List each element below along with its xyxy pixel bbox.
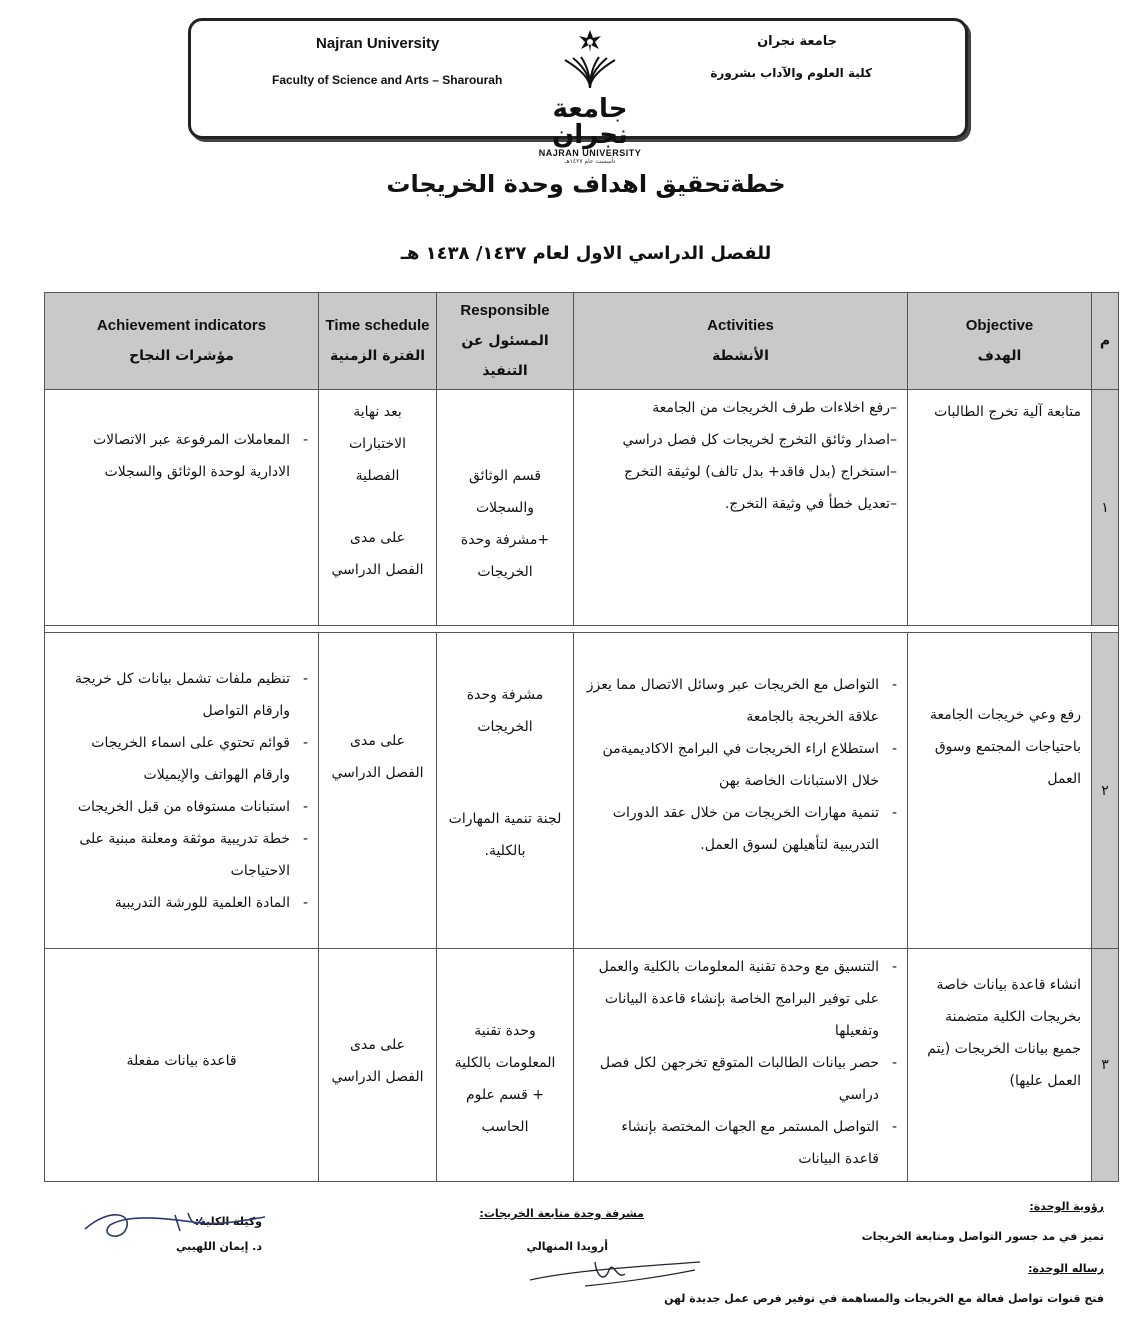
header-responsible-ar: المسئول عن التنفيذ — [461, 333, 549, 379]
header-time — [319, 293, 437, 390]
list-item: - تنظيم ملفات تشمل بيانات كل خريجة وارقام التواصل — [55, 663, 290, 727]
row2-num: ٢ — [1092, 633, 1119, 949]
row1-objective — [908, 390, 1092, 626]
row2-responsible-2: لجنة تنمية المهارات بالكلية. — [448, 811, 562, 859]
gap-cell — [45, 626, 1119, 633]
header-university-en: Najran University — [316, 35, 440, 52]
list-item: –رفع اخلاءات طرف الخريجات من الجامعة — [652, 400, 897, 416]
dean-signature — [80, 1205, 270, 1245]
table-row — [45, 633, 1119, 949]
header-activities-en: Activities — [707, 317, 774, 334]
supervisor-signature — [525, 1250, 705, 1290]
header-objective — [908, 293, 1092, 390]
row1-responsible — [437, 390, 574, 626]
dean-name: د. إيمان اللهيبي — [175, 1240, 262, 1253]
plan-table — [44, 292, 1119, 1182]
list-item: - التنسيق مع وحدة تقنية المعلومات بالكلية والعمل على توفير البرامج الخاصة بإنشاء قاعدة البيانات وتفعيلها — [584, 951, 879, 1047]
list-item: –استخراج (بدل فاقد+ بدل تالف) لوثيقة التخرج — [623, 464, 897, 480]
logo-en-text: NAJRAN UNIVERSITY — [538, 148, 642, 158]
row2-time — [319, 633, 437, 949]
list-item: - خطة تدريبية موثقة ومعلنة مبنية على الاحتياجات — [55, 823, 290, 887]
row1-responsible-text: قسم الوثائق والسجلات +مشرفة وحدة الخريجات — [460, 468, 550, 580]
list-item: - المادة العلمية للورشة التدريبية — [55, 887, 290, 919]
row3-objective-text: انشاء قاعدة بيانات خاصة بخريجات الكلية متضمنة جميع بيانات الخريجات (يتم العمل عليها) — [927, 977, 1081, 1089]
vision-label: رؤوية الوحدة: — [1029, 1200, 1104, 1213]
header-activities-ar: الأنشطة — [712, 348, 769, 364]
page-subtitle: للفصل الدراسي الاول لعام ١٤٣٧/ ١٤٣٨ هـ — [400, 243, 772, 264]
list-item: –اصدار وثائق التخرج لخريجات كل فصل دراسي — [622, 432, 897, 448]
mission-label: رساله الوحدة: — [1028, 1262, 1104, 1275]
header-num — [1092, 293, 1119, 390]
mission-text: فتح قنوات تواصل فعالة مع الخريجات والمساهمة في توفير فرص عمل جديدة لهن — [664, 1292, 1104, 1305]
header-faculty-en: Faculty of Science and Arts – Sharourah — [272, 73, 503, 87]
row-gap — [45, 626, 1119, 633]
header-indicators — [45, 293, 319, 390]
header-university-ar: جامعة نجران — [757, 34, 837, 49]
list-item: - استبانات مستوفاه من قبل الخريجات — [55, 791, 290, 823]
list-item: - قوائم تحتوي على اسماء الخريجات وارقام الهواتف والإيميلات — [55, 727, 290, 791]
header-responsible — [437, 293, 574, 390]
row3-responsible-text: وحدة تقنية المعلومات بالكلية + قسم علوم الحاسب — [454, 1023, 556, 1135]
row1-num: ١ — [1092, 390, 1119, 626]
row3-activities — [574, 949, 908, 1182]
list-item: –تعديل خطأ في وثيقة التخرج. — [724, 496, 897, 512]
header-time-en: Time schedule — [325, 317, 430, 334]
row3-responsible — [437, 949, 574, 1182]
dean-label: وكيلة الكلية: — [194, 1215, 262, 1228]
list-item: - تنمية مهارات الخريجات من خلال عقد الدورات التدريبية لتأهيلهن لسوق العمل. — [584, 797, 879, 861]
page-title: خطةتحقيق اهداف وحدة الخريجات — [386, 170, 786, 198]
palm-emblem-icon — [555, 30, 625, 90]
row3-num: ٣ — [1092, 949, 1119, 1182]
supervisor-name: أرويدا المنهالي — [526, 1240, 608, 1253]
list-item: - استطلاع اراء الخريجات في البرامج الاكاديميةمن خلال الاستبانات الخاصة بهن — [584, 733, 879, 797]
header-faculty-ar: كلية العلوم والآداب بشرورة — [710, 66, 872, 80]
row3-time — [319, 949, 437, 1182]
vision-text: تميز في مد جسور التواصل ومتابعة الخريجات — [861, 1230, 1104, 1243]
row2-activities — [574, 633, 908, 949]
header-num-label: م — [1099, 333, 1111, 349]
list-item: - المعاملات المرفوعة عبر الاتصالات الادارية لوحدة الوثائق والسجلات — [55, 424, 290, 488]
row2-objective — [908, 633, 1092, 949]
university-logo — [520, 30, 660, 165]
row2-responsible-1: مشرفة وحدة الخريجات — [466, 687, 544, 735]
header-indicators-en: Achievement indicators — [96, 317, 267, 334]
row2-time-text: على مدى الفصل الدراسي — [331, 733, 424, 781]
row2-objective-text: رفع وعي خريجات الجامعة باحتياجات المجتمع وسوق العمل — [929, 707, 1081, 787]
row1-time — [319, 390, 437, 626]
list-item: - التواصل مع الخريجات عبر وسائل الاتصال مما يعزز علاقة الخريجة بالجامعة — [584, 669, 879, 733]
list-item: - التواصل المستمر مع الجهات المختصة بإنشاء قاعدة البيانات — [584, 1111, 879, 1175]
header-activities — [574, 293, 908, 390]
row3-time-text: على مدى الفصل الدراسي — [331, 1037, 424, 1085]
row1-objective-text: متابعة آلية تخرج الطالبات — [934, 404, 1081, 420]
row3-objective — [908, 949, 1092, 1182]
table-row — [45, 390, 1119, 626]
header-objective-en: Objective — [965, 317, 1034, 334]
table-row — [45, 949, 1119, 1182]
row1-indicators — [45, 390, 319, 626]
header-indicators-ar: مؤشرات النجاح — [129, 348, 234, 364]
logo-sub-text: تأسست عام ١٤٢٧هـ — [564, 158, 616, 165]
list-item: - حصر بيانات الطالبات المتوقع تخرجهن لكل فصل دراسي — [584, 1047, 879, 1111]
row1-activities — [574, 390, 908, 626]
table-header-row — [45, 293, 1119, 390]
row2-responsible — [437, 633, 574, 949]
header-responsible-en: Responsible — [460, 302, 550, 319]
header-objective-ar: الهدف — [977, 348, 1022, 364]
row1-time2: على مدى الفصل الدراسي — [331, 530, 424, 578]
row3-indicators-text: قاعدة بيانات مفعلة — [126, 1053, 237, 1069]
logo-ar-text: جامعة نجران — [552, 94, 628, 150]
header-time-ar: الفترة الزمنية — [329, 348, 426, 364]
row1-time1: بعد نهاية الاختبارات الفصلية — [348, 404, 407, 484]
supervisor-label: مشرفة وحدة متابعة الخريجات: — [479, 1207, 644, 1220]
row2-indicators — [45, 633, 319, 949]
row3-indicators — [45, 949, 319, 1182]
